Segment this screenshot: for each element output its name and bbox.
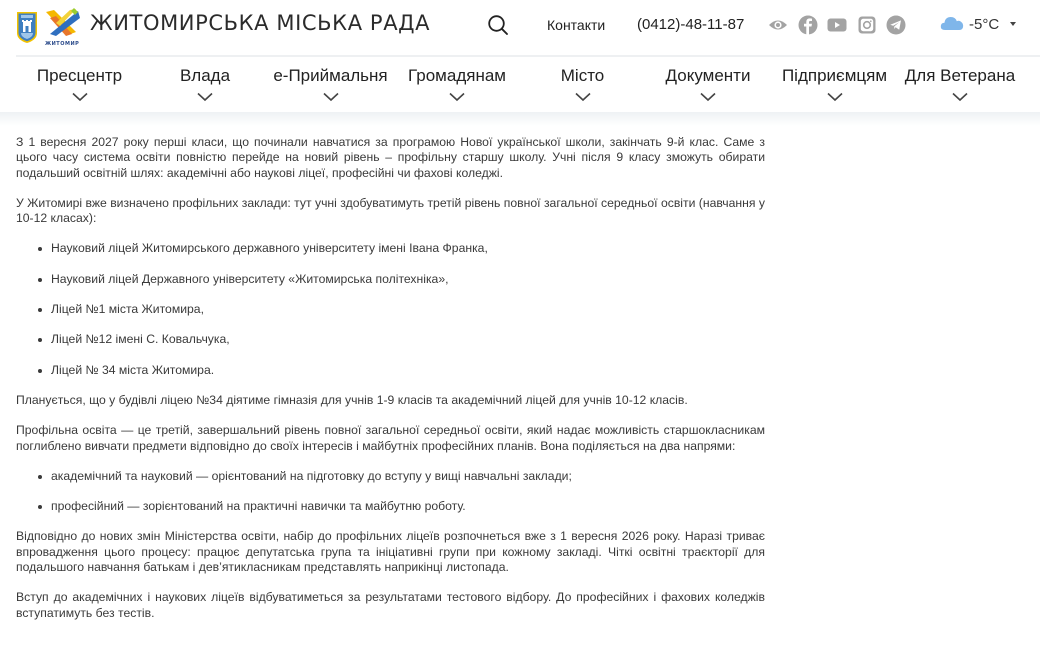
list-item: професійний — зорієнтований на практичні навички та майбутню роботу. bbox=[16, 499, 765, 514]
directions-list bbox=[16, 469, 765, 515]
nav-item-prescentre[interactable] bbox=[35, 57, 124, 112]
list-item: академічний та науковий — орієнтований на підготовку до вступу у вищі навчальні заклади; bbox=[16, 469, 765, 484]
nav-label: Місто bbox=[560, 66, 605, 85]
chevron-down-icon bbox=[700, 92, 716, 102]
nav-label: Влада bbox=[179, 66, 231, 85]
nav-label: Документи bbox=[665, 66, 751, 85]
youtube-icon[interactable] bbox=[827, 15, 847, 35]
brand-caption: ЖИТОМИР bbox=[45, 41, 80, 47]
chevron-down-icon bbox=[197, 92, 213, 102]
search-icon[interactable] bbox=[487, 14, 509, 36]
facebook-icon[interactable] bbox=[798, 15, 818, 35]
nav-shadow bbox=[0, 112, 1040, 126]
list-item: Ліцей № 34 міста Житомира. bbox=[16, 363, 765, 378]
chevron-down-icon bbox=[72, 92, 88, 102]
city-crest-icon bbox=[16, 11, 38, 44]
article-paragraph: Вступ до академічних і наукових ліцеїв відбуватиметься за результатами тестового відбору. До професійних і фахових коледжів вступатимуть без тестів. bbox=[16, 590, 765, 620]
chevron-down-icon bbox=[952, 92, 968, 102]
nav-item-pidpryiemtsiam[interactable] bbox=[780, 57, 889, 112]
nav-label: Пресцентр bbox=[36, 66, 123, 85]
article-paragraph: У Житомирі вже визначено профільних заклади: тут учні здобуватимуть третій рівень повної загальної середньої освіти (навчання у 10-12 класах): bbox=[16, 195, 765, 226]
cloud-icon bbox=[940, 14, 964, 32]
chevron-down-icon bbox=[827, 92, 843, 102]
nav-label: Для Ветерана bbox=[904, 66, 1016, 85]
article-paragraph: Планується, що у будівлі ліцею №34 діятиме гімназія для учнів 1-9 класів та академічний ліцей для учнів 10-12 класів. bbox=[16, 392, 688, 407]
site-title: ЖИТОМИРСЬКА МІСЬКА РАДА bbox=[90, 11, 431, 35]
article-paragraph: З 1 вересня 2027 року перші класи, що починали навчатися за програмою Нової української школи, закінчать 9-й клас. Саме з цього часу система освіти повністю перейде на новий рівень – профільну старшу школу. Учні після 9 класу зможуть обирати подальший освітній шлях: академічні або наукові ліцеї, професійні чи фахові коледжі. bbox=[16, 135, 765, 180]
site-header bbox=[0, 0, 1040, 55]
nav-item-dlia-veterana[interactable] bbox=[903, 57, 1017, 112]
main-nav bbox=[0, 57, 1040, 112]
nav-label: Громадянам bbox=[408, 66, 506, 85]
chevron-down-icon bbox=[449, 92, 465, 102]
zhytomyr-brand-mark bbox=[44, 8, 82, 46]
list-item: Науковий ліцей Державного університету «Житомирська політехніка», bbox=[16, 272, 765, 287]
article-body bbox=[16, 135, 765, 636]
nav-item-dokumenty[interactable] bbox=[663, 57, 753, 112]
instagram-icon[interactable] bbox=[857, 15, 877, 35]
contacts-link[interactable]: Контакти bbox=[547, 17, 606, 33]
nav-label: Підприємцям bbox=[781, 66, 888, 85]
nav-item-vlada[interactable] bbox=[181, 57, 229, 112]
lyceum-list bbox=[16, 241, 765, 377]
weather-dropdown-caret-icon[interactable] bbox=[1010, 22, 1016, 26]
phone-number[interactable]: (0412)-48-11-87 bbox=[637, 16, 745, 33]
eye-icon[interactable] bbox=[768, 15, 788, 35]
telegram-icon[interactable] bbox=[886, 15, 906, 35]
article-paragraph: Відповідно до нових змін Міністерства освіти, набір до профільних ліцеїв розпочнеться вже з 1 вересня 2026 року. Наразі триває впровадження цього процесу: працює депутатська група та ініціативні групи при кожному закладі. Чіткі освітні траєкторії для подальшого навчання батькам і дев’ятикласникам представлять наприкінці листопада. bbox=[16, 529, 765, 575]
chevron-down-icon bbox=[323, 92, 339, 102]
brand-x-icon bbox=[44, 8, 82, 38]
list-item: Ліцей №1 міста Житомира, bbox=[16, 302, 765, 317]
temperature: -5°C bbox=[969, 16, 1000, 33]
chevron-down-icon bbox=[575, 92, 591, 102]
list-item: Науковий ліцей Житомирського державного університету імені Івана Франка, bbox=[16, 241, 765, 256]
nav-label: е-Приймальня bbox=[273, 66, 388, 85]
article-paragraph: Профільна освіта — це третій, завершальний рівень повної загальної середньої освіти, який надає можливість старшокласникам поглиблено вивчати предмети відповідно до своїх інтересів і майбутніх професійних планів. Вона поділяється на два напрями: bbox=[16, 423, 765, 453]
site-logo-link[interactable] bbox=[16, 8, 82, 46]
list-item: Ліцей №12 імені С. Ковальчука, bbox=[16, 332, 765, 347]
nav-item-e-pryimalnia[interactable] bbox=[272, 57, 389, 112]
nav-item-hromadianam[interactable] bbox=[408, 57, 506, 112]
nav-item-misto[interactable] bbox=[559, 57, 606, 112]
